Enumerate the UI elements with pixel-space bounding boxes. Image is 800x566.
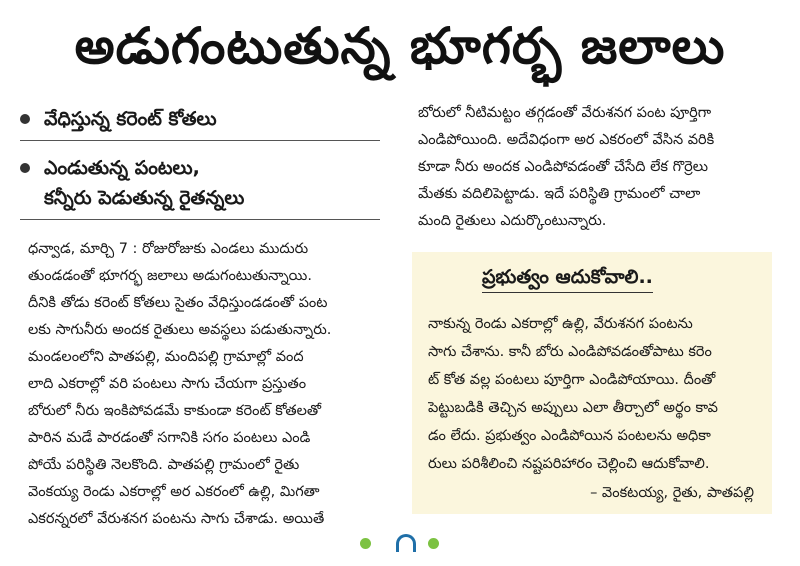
bullet-text: వేధిస్తున్న కరెంట్ కోతలు <box>44 108 217 130</box>
article-line: కూడా నీరు అందక ఎండిపోవడంతో చేసేది లేక గొర్రెలు <box>418 159 709 175</box>
logo-mark-icon <box>396 534 416 552</box>
bullet-list <box>20 100 380 228</box>
quote-line: నాకున్న రెండు ఎకరాల్లో ఉల్లి, వేరుశనగ పంటను <box>428 316 693 332</box>
quote-line: డం లేదు. ప్రభుత్వం ఎండిపోయిన పంటలను అధికా <box>428 428 711 444</box>
quote-box <box>412 252 772 514</box>
article-line: లకు సాగునీరు అందక రైతులు అవస్థలు పడుతున్నారు. <box>28 322 332 338</box>
quote-line: పెట్టుబడికి తెచ్చిన అప్పులు ఎలా తీర్చాలో అర్థం కావ <box>428 400 718 416</box>
article-line: ధన్వాడ, మార్చి 7 : రోజురోజుకు ఎండలు ముదురు <box>28 241 309 257</box>
green-dot-icon <box>360 538 371 549</box>
article-line: మేతకు వదిలిపెట్టాడు. ఇదే పరిస్థితి గ్రామంలో చాలా <box>418 186 701 202</box>
quote-line: రులు పరిశీలించి నష్టపరిహారం చెల్లించి ఆదుకోవాలి. <box>428 456 710 472</box>
article-line: ఎండిపోయింది. అదేవిధంగా అర ఎకరంలో వేసిన వరికి <box>418 132 715 148</box>
article-line: వెంకయ్య రెండు ఎకరాల్లో అర ఎకరంలో ఉల్లి, మిగతా <box>28 484 320 500</box>
article-line: పోయే పరిస్థితి నెలకొంది. పాతపల్లి గ్రామంలో రైతు <box>28 457 300 473</box>
article-line: బోరులో నీటిమట్టం తగ్గడంతో వేరుశనగ పంట పూర్తిగా <box>418 105 712 121</box>
bullet-text-line: ఎండుతున్న పంటలు, <box>44 157 200 179</box>
bullet-dot-icon <box>20 163 30 173</box>
article-left-column <box>28 236 392 533</box>
article-line: లాది ఎకరాల్లో వరి పంటలు సాగు చేయగా ప్రస్తుతం <box>28 376 307 392</box>
quote-signature: – వెంకటయ్య, రైతు, పాతపల్లి <box>590 485 754 501</box>
footer-ornament <box>360 534 450 554</box>
bullet-item <box>20 100 380 141</box>
article-line: తుండడంతో భూగర్భ జలాలు అడుగంటుతున్నాయి. <box>28 268 312 284</box>
quote-line: ట్ కోత వల్ల పంటలు పూర్తిగా ఎండిపోయాయి. దీంతో <box>428 372 716 388</box>
quote-line: సాగు చేశాను. కానీ బోరు ఎండిపోవడంతోపాటు కరెం <box>428 344 712 360</box>
bullet-dot-icon <box>20 114 30 124</box>
article-line: పారిన మడే పారడంతో సగానికి సగం పంటలు ఎండి <box>28 430 311 446</box>
quote-box-title: ప్రభుత్వం ఆదుకోవాలి.. <box>482 262 653 293</box>
headline: అడుగంటుతున్న భూగర్భ జలాలు <box>74 17 726 75</box>
bullet-text <box>44 153 244 213</box>
article-right-column <box>418 100 778 235</box>
article-line: దీనికి తోడు కరెంట్ కోతలు సైతం వేధిస్తుండడంతో పంట <box>28 295 328 311</box>
article-line: బోరులో నీరు ఇంకిపోవడమే కాకుండా కరెంట్ కోతలతో <box>28 403 322 419</box>
quote-box-body <box>428 310 762 478</box>
article-line: మండలంలోని పాతపల్లి, మందిపల్లి గ్రామాల్లో వంద <box>28 349 304 365</box>
article-line: మంది రైతులు ఎదుర్కొంటున్నారు. <box>418 213 607 229</box>
bullet-item <box>20 149 380 220</box>
bullet-text-line: కన్నీరు పెడుతున్న రైతన్నలు <box>44 187 245 209</box>
article-line: ఎకరన్నరలో వేరుశనగ పంటను సాగు చేశాడు. అయితే <box>28 511 325 527</box>
green-dot-icon <box>428 538 439 549</box>
